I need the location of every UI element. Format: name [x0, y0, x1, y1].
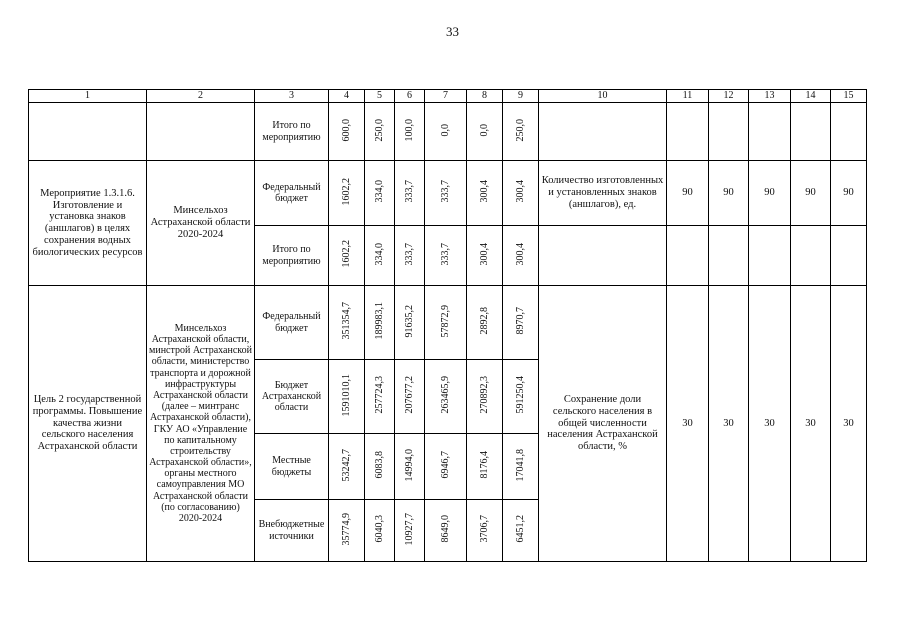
funding-value: 53242,7 — [340, 448, 352, 482]
funding-value: 1602,2 — [340, 177, 352, 206]
target-value: 30 — [667, 286, 709, 562]
empty-cell — [709, 103, 749, 161]
program-table — [28, 89, 867, 562]
funding-value: 8176,4 — [478, 451, 490, 479]
empty-cell — [749, 103, 791, 161]
funding-value: 17041,8 — [514, 448, 526, 482]
funding-value: 300,4 — [478, 180, 490, 203]
table-row — [29, 161, 867, 226]
funding-value: 333,7 — [403, 180, 415, 203]
target-value: 90 — [667, 161, 709, 226]
funding-value: 334,0 — [373, 242, 385, 266]
empty-cell — [539, 226, 667, 286]
funding-value: 8970,7 — [514, 307, 526, 335]
funding-source: Федеральный бюджет — [255, 286, 329, 360]
funding-source: Внебюджетные источники — [255, 500, 329, 562]
funding-value: 3706,7 — [478, 515, 490, 543]
funding-value: 300,4 — [478, 242, 490, 266]
funding-value: 600,0 — [340, 118, 352, 142]
funding-value: 6946,7 — [439, 451, 451, 479]
col-header: 7 — [425, 90, 467, 103]
funding-value: 91635,2 — [403, 304, 415, 338]
funding-source: Местные бюджеты — [255, 434, 329, 500]
funding-value: 250,0 — [514, 118, 526, 142]
col-header: 6 — [395, 90, 425, 103]
funding-value: 6451,2 — [514, 515, 526, 543]
funding-value: 263465,9 — [439, 376, 451, 414]
funding-value: 257724,3 — [373, 376, 385, 414]
funding-source: Итого по мероприятию — [255, 103, 329, 161]
funding-value: 1602,2 — [340, 240, 352, 268]
funding-value: 6040,3 — [373, 515, 385, 543]
empty-cell — [831, 226, 867, 286]
measure-executor: Минсельхоз Астраханской области 2020-2024 — [147, 161, 255, 286]
goal-name: Цель 2 государственной программы. Повышение качества жизни сельского населения Астраханской области — [29, 286, 147, 562]
funding-source: Бюджет Астраханской области — [255, 360, 329, 434]
target-value: 90 — [749, 161, 791, 226]
empty-cell — [709, 226, 749, 286]
target-value: 90 — [831, 161, 867, 226]
target-value: 30 — [791, 286, 831, 562]
funding-value: 1591010,1 — [340, 373, 352, 417]
funding-value: 0,0 — [478, 123, 490, 137]
col-header: 11 — [667, 90, 709, 103]
empty-cell — [791, 226, 831, 286]
col-header: 15 — [831, 90, 867, 103]
col-header: 9 — [503, 90, 539, 103]
funding-value: 189983,1 — [373, 302, 385, 340]
target-value: 30 — [831, 286, 867, 562]
col-header: 13 — [749, 90, 791, 103]
col-header: 10 — [539, 90, 667, 103]
funding-value: 333,7 — [439, 180, 451, 203]
funding-value: 250,0 — [373, 118, 385, 142]
funding-value: 591250,4 — [514, 376, 526, 414]
funding-value: 35774,9 — [340, 512, 352, 546]
measure-name: Мероприятие 1.3.1.6. Изготовление и установка знаков (аншлагов) в целях сохранения водных биологических ресурсов — [29, 161, 147, 286]
col-header: 4 — [329, 90, 365, 103]
funding-source: Итого по мероприятию — [255, 226, 329, 286]
empty-cell — [831, 103, 867, 161]
funding-value: 14994,0 — [403, 448, 415, 482]
col-header: 3 — [255, 90, 329, 103]
empty-cell — [29, 103, 147, 161]
col-header: 12 — [709, 90, 749, 103]
col-header: 8 — [467, 90, 503, 103]
empty-cell — [667, 103, 709, 161]
indicator-name: Сохранение доли сельского населения в общей численности населения Астраханской области, % — [539, 286, 667, 562]
funding-value: 300,4 — [514, 242, 526, 266]
col-header: 2 — [147, 90, 255, 103]
table-row — [29, 286, 867, 360]
funding-value: 6083,8 — [373, 451, 385, 479]
funding-value: 333,7 — [403, 242, 415, 266]
header-row — [29, 90, 867, 103]
col-header: 1 — [29, 90, 147, 103]
page-number: 33 — [446, 24, 459, 39]
empty-cell — [667, 226, 709, 286]
funding-value: 333,7 — [439, 242, 451, 266]
goal-executor: Минсельхоз Астраханской области, минстрой Астраханской области, министерство транспорта и дорожной инфраструктуры Астраханской области (далее – минтранс Астраханской области), ГКУ АО «Управление по капитальному строительству Астраханской области», органы местного самоуправления МО Астраханской области (по согласованию) 2020-2024 — [147, 286, 255, 562]
funding-value: 2892,8 — [478, 307, 490, 335]
funding-value: 270892,3 — [478, 376, 490, 414]
empty-cell — [749, 226, 791, 286]
indicator-name: Количество изготовленных и установленных знаков (аншлагов), ед. — [539, 161, 667, 226]
funding-value: 0,0 — [439, 123, 451, 137]
target-value: 90 — [791, 161, 831, 226]
table-row — [29, 103, 867, 161]
col-header: 5 — [365, 90, 395, 103]
funding-value: 207677,2 — [403, 376, 415, 414]
target-value: 30 — [749, 286, 791, 562]
col-header: 14 — [791, 90, 831, 103]
funding-value: 10927,7 — [403, 512, 415, 546]
target-value: 90 — [709, 161, 749, 226]
funding-value: 351354,7 — [340, 302, 352, 340]
target-value: 30 — [709, 286, 749, 562]
funding-value: 57872,9 — [439, 304, 451, 338]
funding-value: 8649,0 — [439, 515, 451, 543]
empty-cell — [791, 103, 831, 161]
funding-value: 300,4 — [514, 180, 526, 203]
empty-cell — [147, 103, 255, 161]
funding-value: 100,0 — [403, 118, 415, 142]
funding-source: Федеральный бюджет — [255, 161, 329, 226]
funding-value: 334,0 — [373, 180, 385, 203]
empty-cell — [539, 103, 667, 161]
